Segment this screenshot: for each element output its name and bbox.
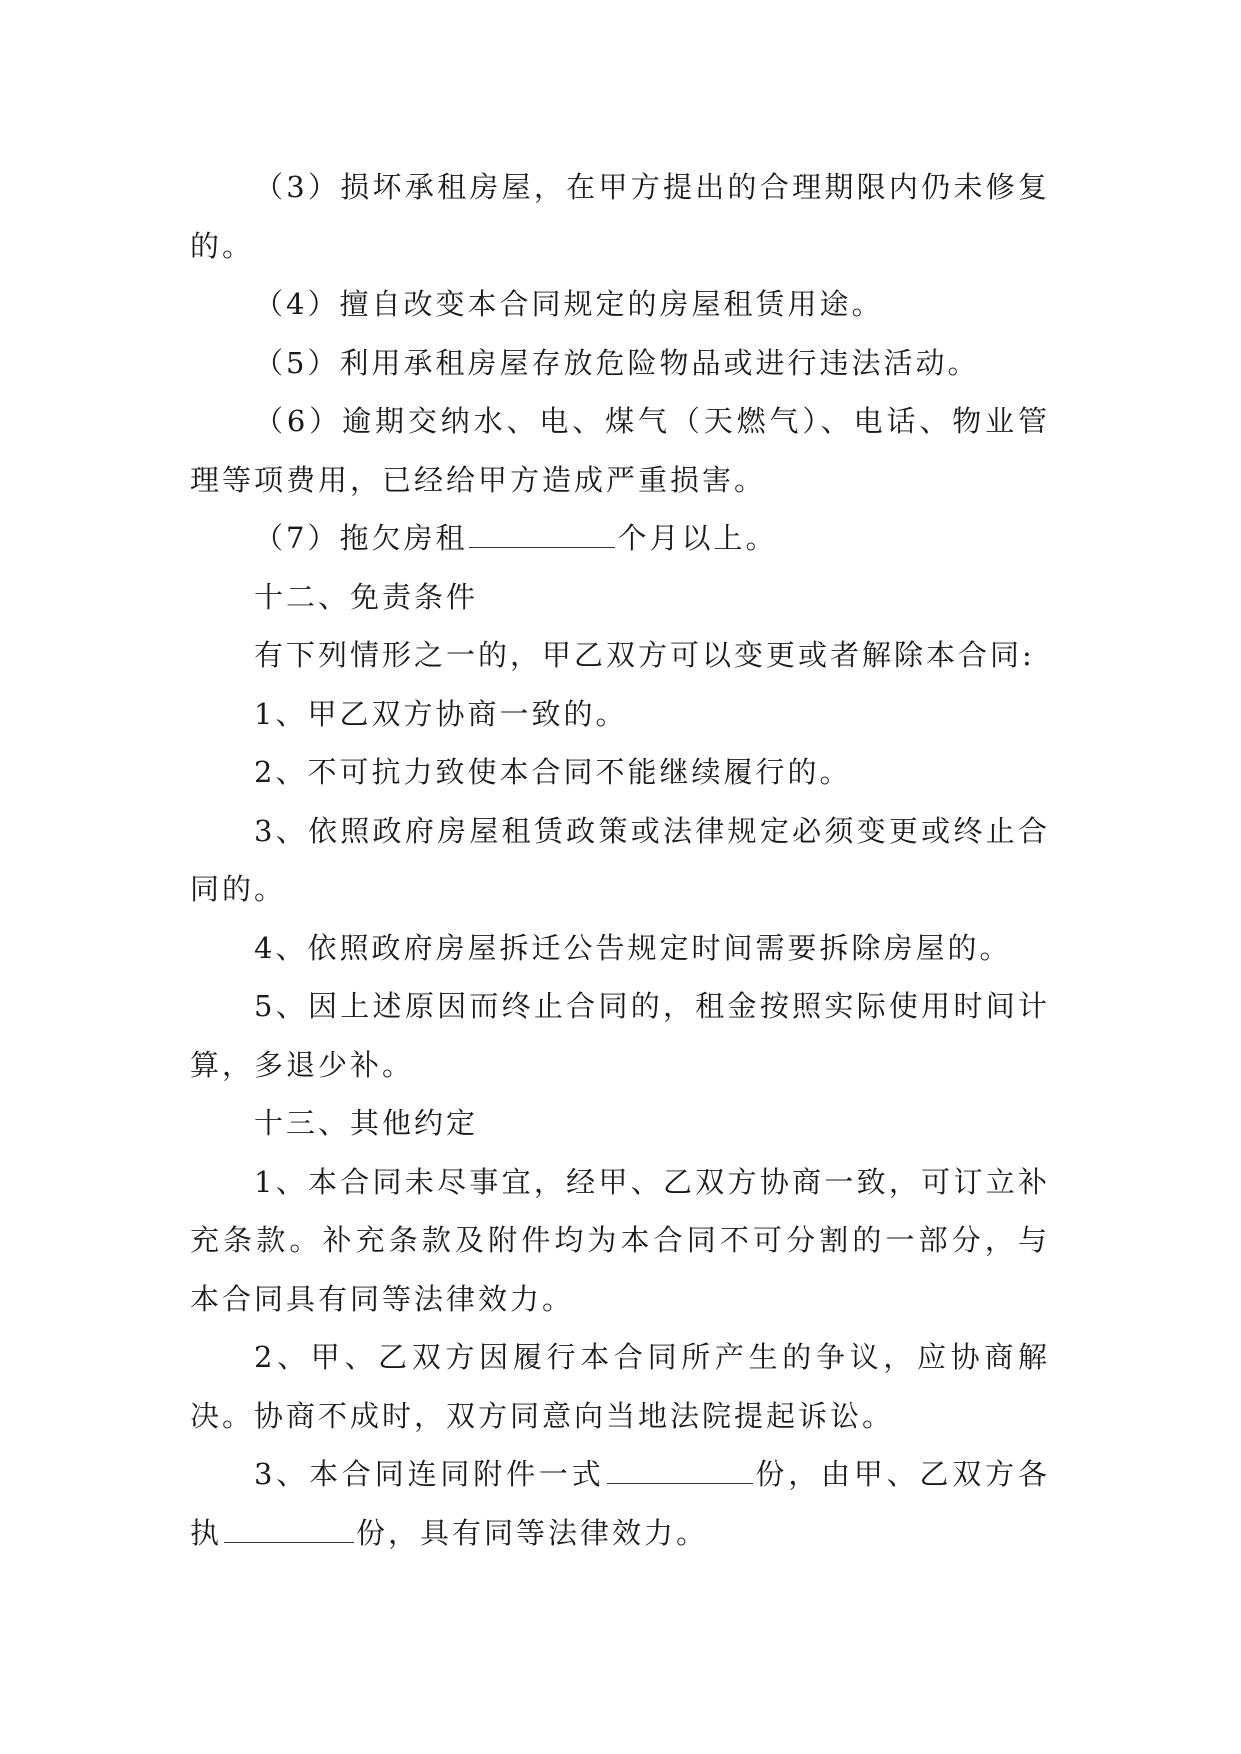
document-body	[190, 158, 1050, 1562]
other-2: 2、甲、乙双方因履行本合同所产生的争议，应协商解决。协商不成时，双方同意向当地法院提起诉讼。	[190, 1340, 1050, 1433]
section-12-heading: 十二、免责条件	[254, 579, 479, 614]
other-3-text-before: 3、本合同连同附件一式	[254, 1457, 605, 1491]
months-blank	[469, 519, 615, 548]
clause-7-text-after: 个月以上。	[617, 521, 778, 555]
clause-7	[190, 509, 1050, 568]
other-1: 1、本合同未尽事宜，经甲、乙双方协商一致，可订立补充条款。补充条款及附件均为本合同不可分割的一部分，与本合同具有同等法律效力。	[190, 1164, 1050, 1316]
section-13-heading: 十三、其他约定	[254, 1106, 479, 1140]
other-3-text-after: 份，具有同等法律效力。	[356, 1515, 709, 1550]
exemption-4: 4、依照政府房屋拆迁公告规定时间需要拆除房屋的。	[254, 930, 1012, 965]
exemption-5: 5、因上述原因而终止合同的，租金按照实际使用时间计算，多退少补。	[190, 989, 1050, 1082]
clause-4: （4）擅自改变本合同规定的房屋租赁用途。	[254, 287, 884, 321]
other-3	[190, 1445, 1050, 1562]
other-3-text-middle: 份，由甲、乙双方各执	[190, 1457, 1050, 1550]
each-copies-blank	[224, 1514, 354, 1543]
clause-7-text-before: （7）拖欠房租	[254, 521, 468, 555]
exemption-2: 2、不可抗力致使本合同不能继续履行的。	[254, 755, 852, 789]
clause-3: （3）损坏承租房屋，在甲方提出的合理期限内仍未修复的。	[190, 170, 1050, 263]
clause-6: （6）逾期交纳水、电、煤气（天燃气）、电话、物业管理等项费用，已经给甲方造成严重损害。	[190, 404, 1050, 497]
clause-5: （5）利用承租房屋存放危险物品或进行违法活动。	[254, 345, 980, 380]
copies-blank	[607, 1455, 753, 1484]
section-12-intro: 有下列情形之一的，甲乙双方可以变更或者解除本合同:	[254, 638, 1035, 672]
exemption-3: 3、依照政府房屋租赁政策或法律规定必须变更或终止合同的。	[190, 813, 1050, 906]
exemption-1: 1、甲乙双方协商一致的。	[254, 696, 628, 731]
